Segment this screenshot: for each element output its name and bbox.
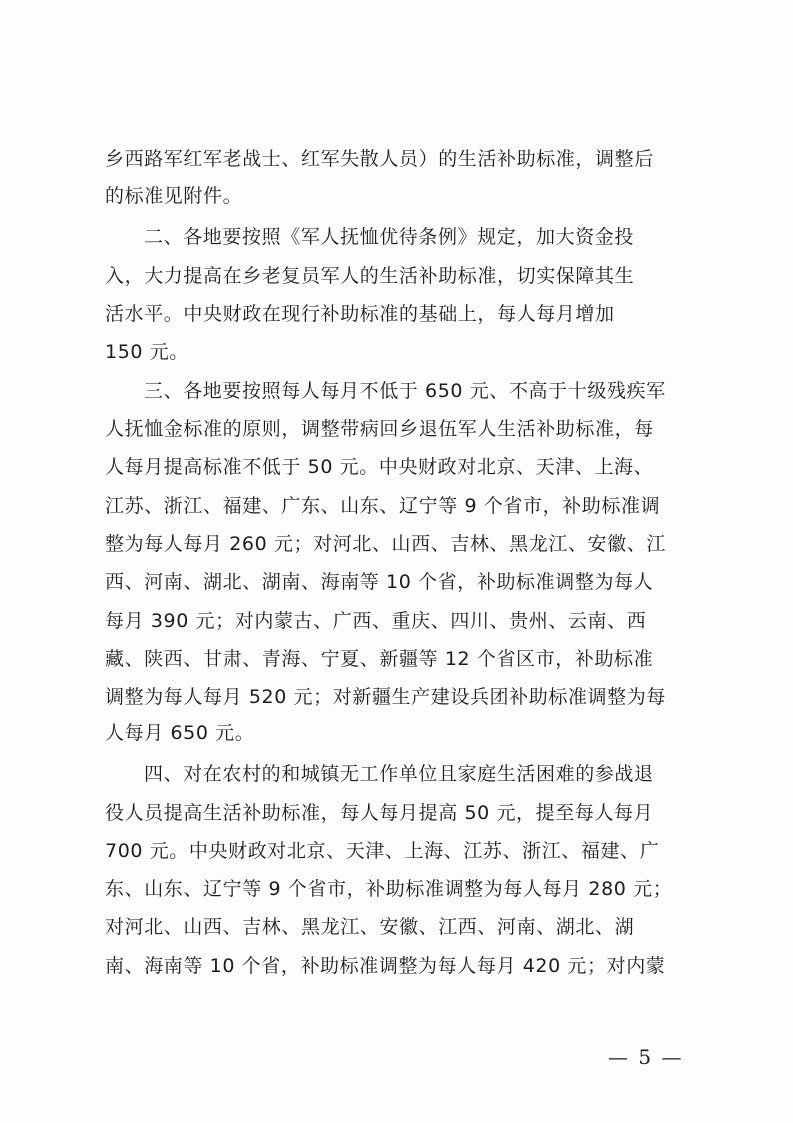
text-line: 人每月 650 元。	[105, 722, 255, 744]
paragraph-start-line: 二、各地要按照《军人抚恤优待条例》规定，加大资金投	[144, 226, 635, 248]
text-line: 南、海南等 10 个省，补助标准调整为每人每月 420 元；对内蒙	[105, 955, 666, 977]
page-number: — 5 —	[608, 1045, 684, 1069]
text-line: 西、河南、湖北、湖南、海南等 10 个省，补助标准调整为每人	[105, 571, 654, 593]
text-line: 的标准见附件。	[105, 185, 243, 207]
paragraph-start-line: 四、对在农村的和城镇无工作单位且家庭生活困难的参战退	[144, 763, 654, 785]
text-line: 人抚恤金标准的原则，调整带病回乡退伍军人生活补助标准，每	[105, 418, 654, 440]
text-line: 对河北、山西、吉林、黑龙江、安徽、江西、河南、湖北、湖	[105, 916, 635, 938]
text-line: 每月 390 元；对内蒙古、广西、重庆、四川、贵州、云南、西	[105, 610, 647, 632]
text-line: 整为每人每月 260 元；对河北、山西、吉林、黑龙江、安徽、江	[105, 533, 666, 555]
text-line: 调整为每人每月 520 元；对新疆生产建设兵团补助标准调整为每	[105, 686, 666, 708]
paragraph-start-line: 三、各地要按照每人每月不低于 650 元、不高于十级残疾军	[144, 380, 666, 402]
text-line: 150 元。	[105, 341, 189, 363]
text-line: 入，大力提高在乡老复员军人的生活补助标准，切实保障其生	[105, 265, 635, 287]
text-line: 乡西路军红军老战士、红军失散人员）的生活补助标准，调整后	[105, 148, 654, 170]
text-line: 藏、陕西、甘肃、青海、宁夏、新疆等 12 个省区市，补助标准	[105, 648, 654, 670]
text-line: 活水平。中央财政在现行补助标准的基础上，每人每月增加	[105, 303, 615, 325]
text-line: 江苏、浙江、福建、广东、山东、辽宁等 9 个省市，补助标准调	[105, 495, 661, 517]
text-line: 人每月提高标准不低于 50 元。中央财政对北京、天津、上海、	[105, 456, 654, 478]
text-line: 役人员提高生活补助标准，每人每月提高 50 元，提至每人每月	[105, 802, 654, 824]
text-line: 东、山东、辽宁等 9 个省市，补助标准调整为每人每月 280 元；	[105, 878, 673, 900]
text-line: 700 元。中央财政对北京、天津、上海、江苏、浙江、福建、广	[105, 840, 660, 862]
